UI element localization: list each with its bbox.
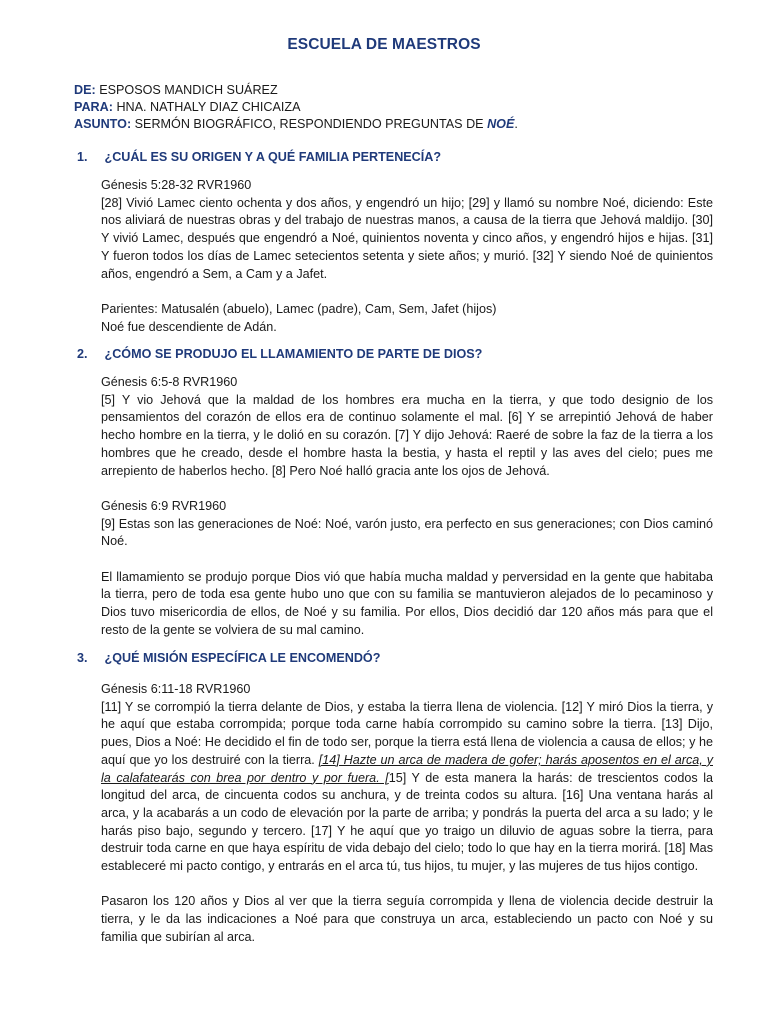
subject-label: ASUNTO: — [74, 117, 132, 131]
q3-verse-highlight: [14] Hazte un arca de madera de gofer; harás aposentos en el arca, y la calafatearás con brea por dentro y por fuera. [ — [101, 752, 713, 785]
question-3-body — [101, 681, 713, 947]
subject-end: . — [514, 117, 518, 131]
question-2-heading — [77, 347, 482, 361]
to-line — [74, 99, 518, 116]
subject-name: NOÉ — [487, 117, 515, 131]
q1-reference: Génesis 5:28-32 RVR1960 — [101, 178, 252, 192]
q2-explanation: El llamamiento se produjo porque Dios vió que había mucha maldad y perversidad en la gente que habitaba la tierra, pero de toda esa gente hubo uno que con su familia se mantuvieron alejados de lo pecaminoso y Dios tuvo misericordia de ellos, de Noé y su familia. Por ellos, Dios decidió dar 120 años más para que el resto de la gente se volviera de su mal camino. — [101, 569, 713, 637]
to-label: PARA: — [74, 100, 113, 114]
document-title: ESCUELA DE MAESTROS — [287, 36, 481, 53]
q3-verse — [101, 699, 713, 876]
question-1-heading — [77, 150, 441, 164]
question-3-number: 3. — [77, 651, 88, 665]
question-2-number: 2. — [77, 347, 88, 361]
question-2-text: ¿CÓMO SE PRODUJO EL LLAMAMIENTO DE PARTE DE DIOS? — [104, 347, 483, 361]
to-value: HNA. NATHALY DIAZ CHICAIZA — [116, 100, 301, 114]
from-value: ESPOSOS MANDICH SUÁREZ — [99, 83, 278, 97]
q1-parientes: Parientes: Matusalén (abuelo), Lamec (padre), Cam, Sem, Jafet (hijos) — [101, 301, 497, 316]
subject-line — [74, 116, 518, 133]
q2-reference-1: Génesis 6:5-8 RVR1960 — [101, 375, 238, 389]
question-2-body — [101, 374, 713, 640]
q3-reference: Génesis 6:11-18 RVR1960 — [101, 682, 251, 696]
from-label: DE: — [74, 83, 96, 97]
from-line — [74, 82, 518, 99]
q1-descendiente: Noé fue descendiente de Adán. — [101, 319, 277, 334]
q2-reference-2: Génesis 6:9 RVR1960 — [101, 498, 227, 513]
question-3-heading — [77, 651, 380, 665]
subject-value: SERMÓN BIOGRÁFICO, RESPONDIENDO PREGUNTAS DE — [134, 117, 484, 131]
memo-header — [74, 82, 518, 133]
q2-verse-1: [5] Y vio Jehová que la maldad de los hombres era mucha en la tierra, y que todo designio de los pensamientos del corazón de ellos era de continuo solamente el mal. [6] Y se arrepintió Jehová de haber hecho hombre en la tierra, y le dolió en su corazón. [7] Y dijo Jehová: Raeré de sobre la faz de la tierra a los hombres que he creado, desde el hombre hasta la bestia, y hasta el reptil y las aves del cielo; pues me arrepiento de haberlos hecho. [8] Pero Noé halló gracia ante los ojos de Jehová. — [101, 392, 713, 478]
q3-verse-part-c: 15] Y de esta manera la harás: de trescientos codos la longitud del arca, de cincuenta codos su anchura, y de treinta codos su altura. [16] Una ventana harás al arca, y la acabarás a un codo de elevación por la parte de arriba; y pondrás la puerta del arca a su lado; y le harás piso bajo, segundo y tercero. [17] Y he aquí que yo traigo un diluvio de aguas sobre la tierra, para destruir toda carne en que haya espíritu de vida debajo del cielo; todo lo que hay en la tierra morirá. [18] Mas estableceré mi pacto contigo, y entrarás en el arca tú, tus hijos, tu mujer, y las mujeres de tus hijos contigo. — [101, 770, 713, 874]
q3-explanation: Pasaron los 120 años y Dios al ver que la tierra seguía corrompida y llena de violencia decide destruir la tierra, y le da las indicaciones a Noé para que construya un arca, estableciendo un pacto con Noé y su familia que subirían al arca. — [101, 894, 713, 944]
q3-verse-part-a: [11] Y se corrompió la tierra delante de Dios, y estaba la tierra llena de violencia. [12] Y miró Dios la tierra, y he aquí que estaba corrompida; porque toda carne había corrompido su camino sobre la tierra. [13] Dijo, pues, Dios a Noé: He decidido el fin de todo ser, porque la tierra está llena de violencia a causa de ellos; y he aquí que yo los destruiré con la tierra. — [101, 699, 713, 767]
question-1-text: ¿CUÁL ES SU ORIGEN Y A QUÉ FAMILIA PERTENECÍA? — [104, 150, 442, 164]
q2-verse-2: [9] Estas son las generaciones de Noé: Noé, varón justo, era perfecto en sus generaciones; con Dios caminó Noé. — [101, 516, 713, 549]
q1-verse: [28] Vivió Lamec ciento ochenta y dos años, y engendró un hijo; [29] y llamó su nombre Noé, diciendo: Este nos aliviará de nuestras obras y del trabajo de nuestras manos, a causa de la tierra que Jehová maldijo. [30] Y vivió Lamec, después que engendró a Noé, quinientos noventa y cinco años, y engendró hijos e hijas. [31] Y fueron todos los días de Lamec setecientos setenta y siete años; y murió. [32] Y siendo Noé de quinientos años, engendró a Sem, a Cam y a Jafet. — [101, 195, 713, 281]
question-1-number: 1. — [77, 150, 88, 164]
question-3-text: ¿QUÉ MISIÓN ESPECÍFICA LE ENCOMENDÓ? — [104, 651, 381, 665]
question-1-body — [101, 177, 713, 336]
